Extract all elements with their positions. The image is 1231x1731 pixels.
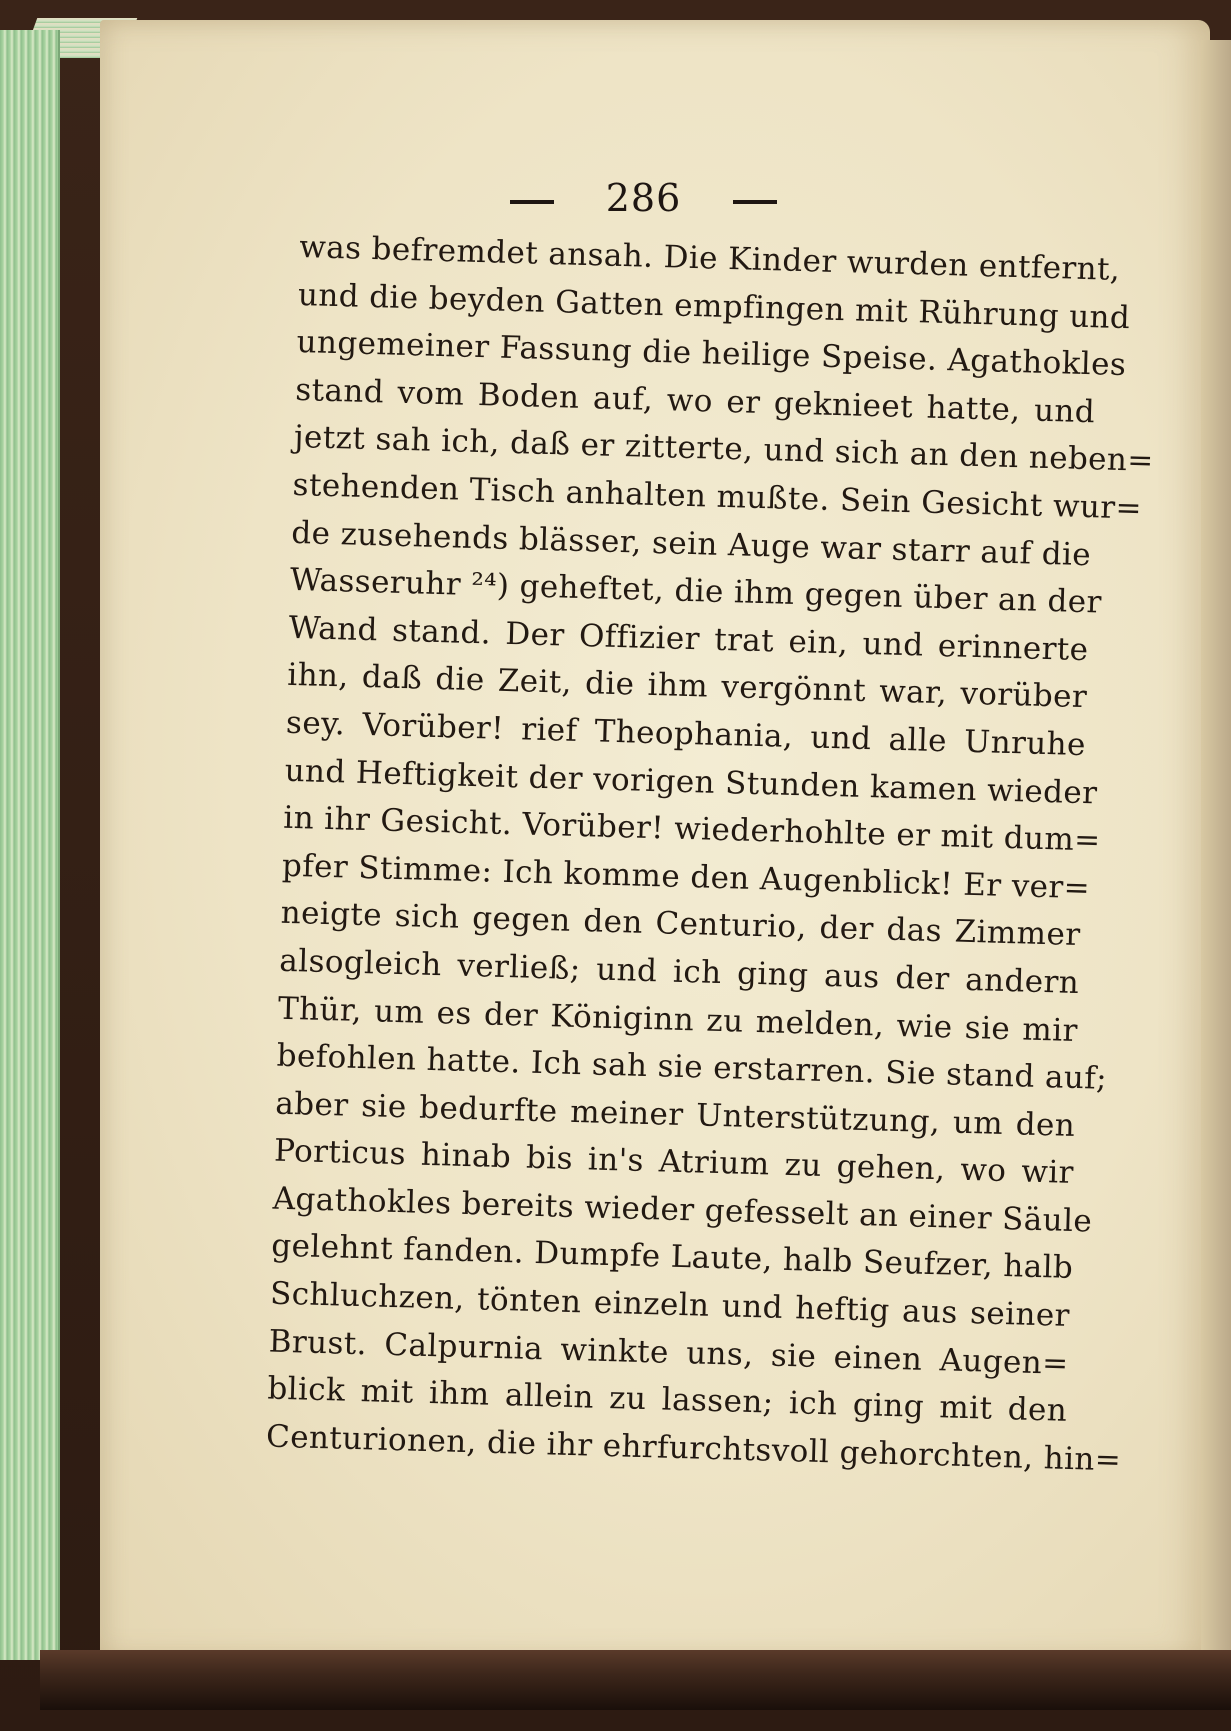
text-line: pfer Stimme: Ich komme den Augenblick! Er ver=: [281, 847, 1091, 907]
text-line: befohlen hatte. Ich sah sie erstarren. Sie stand auf;: [276, 1037, 1108, 1097]
text-line: stehenden Tisch anhalten mußte. Sein Gesicht wur=: [292, 466, 1143, 527]
text-line: Schluchzen, tönten einzeln und heftig aus seiner: [269, 1275, 1071, 1334]
text-line: jetzt sah ich, daß er zitterte, und sich an den neben=: [293, 419, 1155, 480]
text-line: Brust. Calpurnia winkte uns, sie einen Augen=: [268, 1323, 1069, 1382]
text-line: in ihr Gesicht. Vorüber! wiederhohlte er mit dum=: [282, 799, 1102, 859]
text-line: Centurionen, die ihr ehrfurchtsvoll gehorchten, hin=: [265, 1418, 1122, 1479]
text-line: Wasseruhr ²⁴) geheftet, die ihm gegen über an der: [289, 562, 1103, 621]
body-text: [265, 224, 1155, 1483]
header-dash-right: [733, 200, 777, 204]
text-line: Agathokles bereits wieder gefesselt an einer Säule: [272, 1180, 1093, 1240]
text-line: was befremdet ansah. Die Kinder wurden entfernt,: [298, 228, 1121, 288]
text-line: Wand stand. Der Offizier trat ein, und erinnerte: [288, 609, 1089, 668]
text-line: blick mit ihm allein zu lassen; ich ging mit den: [266, 1370, 1068, 1430]
text-line: und Heftigkeit der vorigen Stunden kamen wieder: [284, 752, 1098, 812]
page-edges: [0, 30, 60, 1660]
header-dash-left: [510, 200, 554, 204]
text-line: stand vom Boden auf, wo er gekniеet hatte, und: [294, 371, 1096, 431]
page-number: 286: [605, 176, 682, 220]
text-line: sey. Vorüber! rief Theophania, und alle Unruhe: [285, 704, 1087, 764]
text-line: und die beyden Gatten empfingen mit Rührung und: [297, 276, 1131, 336]
text-line: aber sie bedurfte meiner Unterstützung, um den: [274, 1085, 1076, 1144]
binding-edge: [40, 1650, 1231, 1710]
text-line: de zusehends blässer, sein Auge war starr auf die: [290, 514, 1092, 573]
text-line: neigte sich gegen den Centurio, der das Zimmer: [280, 895, 1081, 954]
page-header: [0, 176, 1231, 220]
text-line: gelehnt fanden. Dumpfe Laute, halb Seufzer, halb: [270, 1228, 1074, 1287]
text-line: alsogleich verließ; und ich ging aus der andern: [278, 942, 1080, 1001]
text-line: ungemeiner Fassung die heilige Speise. Agathokles: [296, 324, 1127, 384]
text-line: Porticus hinab bis in's Atrium zu gehen, wo wir: [273, 1132, 1075, 1192]
text-line: Thür, um es der Königinn zu melden, wie sie mir: [277, 990, 1079, 1049]
text-line: ihn, daß die Zeit, die ihm vergönnt war, vorüber: [286, 657, 1088, 716]
page-right-edge: [1201, 40, 1231, 1660]
